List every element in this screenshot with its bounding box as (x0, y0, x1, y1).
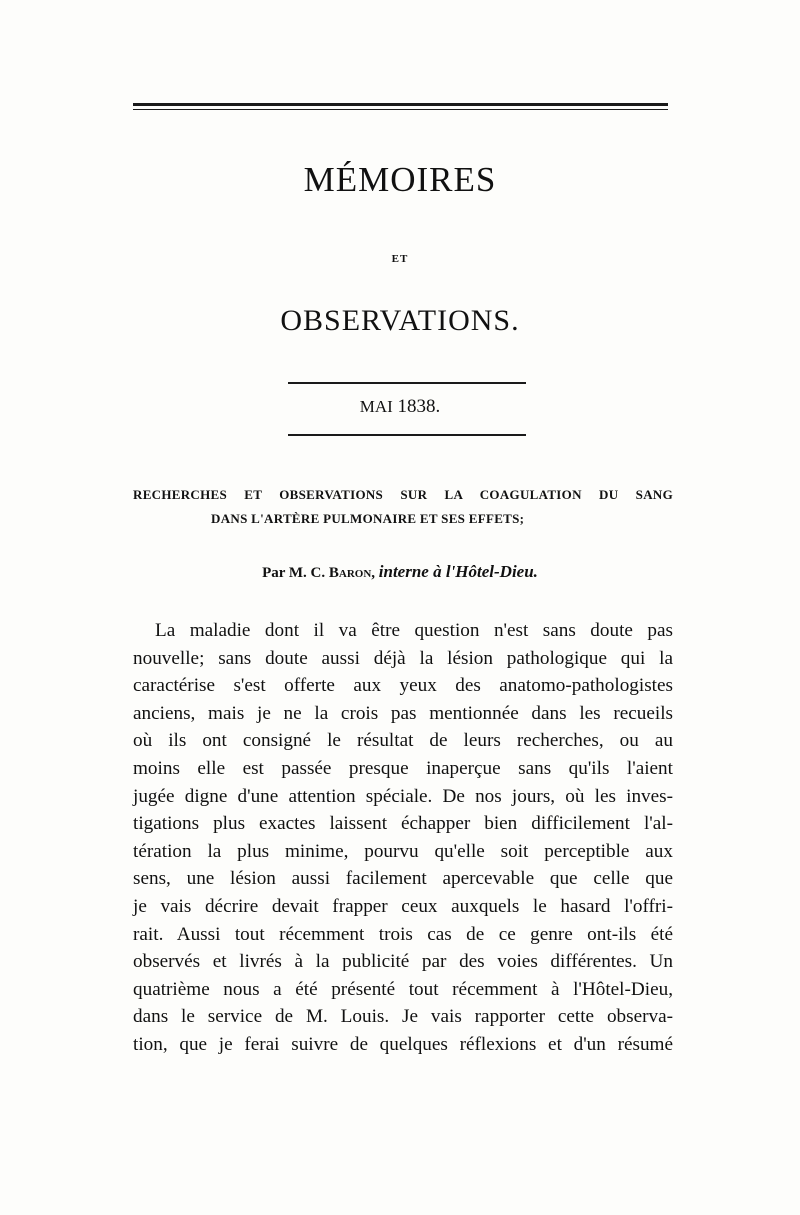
article-byline (0, 562, 800, 582)
text-line: dans le service de M. Louis. Je vais rapporter cette observa- (133, 1006, 673, 1028)
issue-date (0, 396, 800, 418)
text-line: caractérise s'est offerte aux yeux des anatomo-pathologistes (133, 675, 673, 697)
top-double-rule (133, 103, 668, 110)
text-line: sens, une lésion aussi facilement apercevable que celle que (133, 868, 673, 890)
text-line: tération la plus minime, pourvu qu'elle soit perceptible aux (133, 840, 673, 862)
author-name: Baron, (328, 565, 376, 581)
section-title-memoires: MÉMOIRES (303, 160, 497, 199)
section-title-et: ET (391, 253, 409, 265)
text-line: moins elle est passée presque inaperçue sans qu'ils l'aient (133, 757, 673, 779)
text-line: tigations plus exactes laissent échapper bien difficilement l'al- (133, 813, 673, 835)
text-line: La maladie dont il va être question n'est sans doute pas (155, 620, 673, 641)
issue-month: MAI (359, 397, 393, 416)
text-line: anciens, mais je ne la crois pas mentionnée dans les recueils (133, 702, 673, 724)
byline-prefix: Par M. C. (262, 565, 326, 581)
section-title-observations: OBSERVATIONS. (280, 304, 520, 337)
text-line: quatrième nous a été présenté tout récemment à l'Hôtel-Dieu, (133, 978, 673, 1000)
text-line: où ils ont consigné le résultat de leurs recherches, ou au (133, 730, 673, 752)
article-title (133, 483, 673, 531)
text-line: je vais décrire devait frapper ceux auxquels le hasard l'offri- (133, 895, 673, 917)
text-line: jugée digne d'une attention spéciale. De nos jours, où les inves- (133, 785, 673, 807)
text-line: tion, que je ferai suivre de quelques réflexions et d'un résumé (133, 1033, 673, 1055)
date-rule-bottom (288, 434, 526, 436)
author-role: interne à l'Hôtel-Dieu. (378, 562, 538, 581)
body-paragraph (133, 617, 673, 1059)
date-rule-top (288, 382, 526, 384)
text-line: nouvelle; sans doute aussi déjà la lésion pathologique qui la (133, 647, 673, 669)
article-title-line: DANS L'ARTÈRE PULMONAIRE ET SES EFFETS; (211, 511, 525, 526)
article-title-line: RECHERCHES ET OBSERVATIONS SUR LA COAGULATION DU SANG (133, 487, 673, 502)
text-line: observés et livrés à la publicité par des voies différentes. Un (133, 951, 673, 973)
text-line: rait. Aussi tout récemment trois cas de ce genre ont-ils été (133, 923, 673, 945)
issue-year: 1838. (397, 396, 441, 417)
